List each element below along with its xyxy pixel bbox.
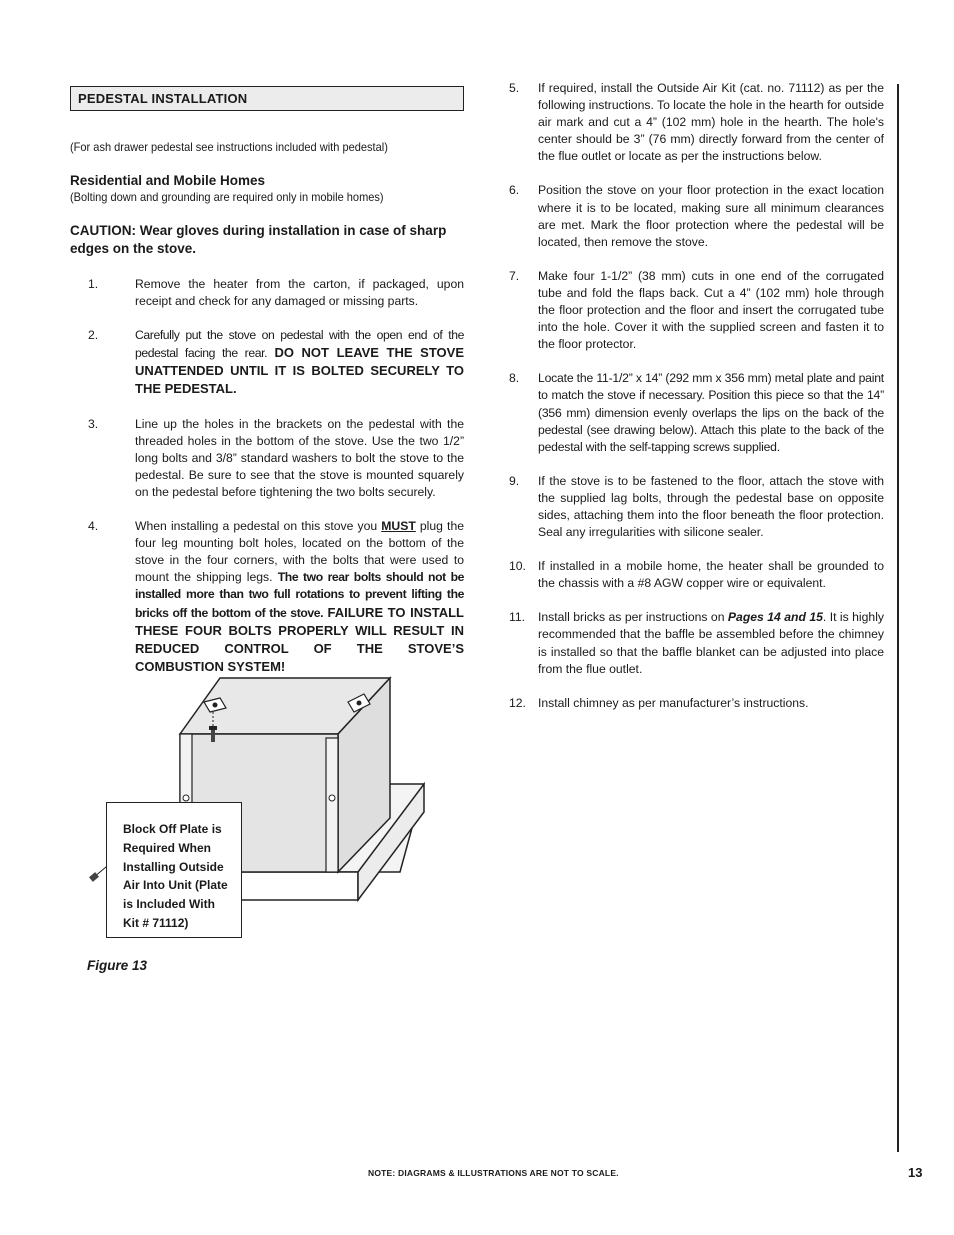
right-column bbox=[509, 80, 884, 712]
step-text-cont: . It is highly recommended that the baffle be assembled before the chimney is installed so that the baffle blanket can be adjusted into place from the flue outlet. bbox=[538, 610, 884, 676]
step-warning: FAILURE TO INSTALL THESE FOUR BOLTS PROPERLY WILL RESULT IN REDUCED CONTROL OF THE STOVE’S COMBUSTION SYSTEM! bbox=[135, 604, 464, 674]
block-off-plate-callout: Block Off Plate is Required When Installing Outside Air Into Unit (Plate is Included With Kit # 71112) bbox=[106, 802, 242, 938]
steps-list-right bbox=[509, 80, 884, 712]
step-9 bbox=[509, 473, 884, 541]
step-text: Install chimney as per manufacturer’s instructions. bbox=[538, 695, 809, 710]
step-6 bbox=[509, 182, 884, 250]
residential-note: (Bolting down and grounding are required only in mobile homes) bbox=[70, 190, 384, 204]
page-number: 13 bbox=[908, 1165, 923, 1180]
step-number: 12. bbox=[509, 695, 526, 710]
step-text: If required, install the Outside Air Kit (cat. no. 71112) as per the following instructions. To locate the hole in the hearth for outside air mark and cut a 4” (102 mm) hole in the hearth. The hole's center should be 3” (76 mm) directly forward from the center of the flue outlet or locate as per the instructions below. bbox=[538, 81, 884, 164]
step-bold-note: The two rear bolts should not be installed more than two full rotations to prevent lifting the bricks off the bottom of the stove. bbox=[135, 570, 464, 620]
step-warning: DO NOT LEAVE THE STOVE UNATTENDED UNTIL IT IS BOLTED SECURELY TO THE PEDESTAL. bbox=[135, 345, 464, 397]
margin-rule bbox=[897, 84, 899, 1152]
step-number: 10. bbox=[509, 559, 526, 574]
steps-list-left bbox=[70, 276, 464, 676]
step-10 bbox=[509, 558, 884, 592]
section-header: PEDESTAL INSTALLATION bbox=[70, 86, 464, 111]
step-number: 2. bbox=[88, 328, 99, 343]
step-number: 8. bbox=[509, 371, 520, 386]
footer-note: NOTE: DIAGRAMS & ILLUSTRATIONS ARE NOT TO SCALE. bbox=[368, 1168, 619, 1178]
left-column bbox=[70, 86, 464, 676]
step-12 bbox=[509, 695, 884, 712]
figure-caption: Figure 13 bbox=[87, 958, 148, 973]
step-text-wrap bbox=[135, 518, 464, 676]
step-7 bbox=[509, 268, 884, 353]
step-text-wrap bbox=[135, 327, 464, 398]
step-5 bbox=[509, 80, 884, 165]
step-number: 5. bbox=[509, 81, 520, 95]
intro-note: (For ash drawer pedestal see instructions included with pedestal) bbox=[70, 140, 388, 154]
residential-heading: Residential and Mobile Homes bbox=[70, 173, 266, 188]
step-text: If installed in a mobile home, the heater shall be grounded to the chassis with a #8 AGW copper wire or equivalent. bbox=[538, 559, 884, 591]
step-number: 11. bbox=[509, 610, 526, 625]
must-emphasis: MUST bbox=[381, 519, 416, 534]
step-text: Install bricks as per instructions on bbox=[538, 610, 725, 625]
figure-13-diagram bbox=[88, 672, 428, 947]
step-number: 9. bbox=[509, 473, 520, 488]
step-text: Line up the holes in the brackets on the pedestal with the threaded holes in the bottom of the stove. Use the two 1/2” long bolts and 3/8” standard washers to bolt the stove to the pedestal. Be sure to see that the stove is mounted squarely on the pedestal before tightening the two bolts securely. bbox=[135, 416, 464, 499]
step-text: Carefully put the stove on pedestal with the open end of the pedestal facing the rear. bbox=[135, 328, 464, 361]
step-number: 4. bbox=[88, 519, 99, 534]
step-11 bbox=[509, 609, 884, 677]
step-text: When installing a pedestal on this stove you bbox=[135, 519, 378, 534]
step-4 bbox=[70, 518, 464, 676]
step-text: If the stove is to be fastened to the floor, attach the stove with the supplied lag bolts, through the pedestal base on opposite sides, attaching them into the floor beneath the floor protection. Seal any irregularities with silicone sealer. bbox=[538, 473, 884, 540]
step-text: Remove the heater from the carton, if packaged, upon receipt and check for any damaged or missing parts. bbox=[135, 277, 464, 309]
step-text: Make four 1-1/2” (38 mm) cuts in one end of the corrugated tube and fold the flaps back. Cut a 4” (102 mm) hole through the floor protection and the floor and insert the corrugated tube into the hole. Cover it with the supplied screen and fasten it to the floor protector. bbox=[538, 268, 884, 352]
step-8 bbox=[509, 370, 884, 455]
step-2 bbox=[70, 327, 464, 398]
pages-reference: Pages 14 and 15 bbox=[727, 610, 823, 625]
step-number: 6. bbox=[509, 183, 520, 198]
step-1 bbox=[70, 276, 464, 310]
step-text: Locate the 11-1/2” x 14” (292 mm x 356 mm) metal plate and paint to match the stove if necessary. Position this piece so that the 14” (356 mm) dimension evenly overlaps the lips on the back of the pedestal (see drawing below). Attach this plate to the back of the pedestal with the self-tapping screws supplied. bbox=[538, 371, 884, 454]
step-text-wrap bbox=[538, 609, 884, 677]
step-number: 7. bbox=[509, 268, 520, 283]
step-3 bbox=[70, 416, 464, 501]
step-number: 3. bbox=[88, 416, 99, 431]
caution-text: CAUTION: Wear gloves during installation in case of sharp edges on the stove. bbox=[70, 223, 447, 256]
step-text: Position the stove on your floor protection in the exact location where it is to be located, making sure all minimum clearances are met. Mark the floor protection where the pedestal will be located, then remove the stove. bbox=[538, 183, 884, 249]
step-number: 1. bbox=[88, 277, 99, 291]
step-text-cont: plug the four leg mounting bolt holes, located on the bottom of the stove in the four corners, with the bolts that were used to mount the shipping legs. bbox=[135, 519, 464, 585]
